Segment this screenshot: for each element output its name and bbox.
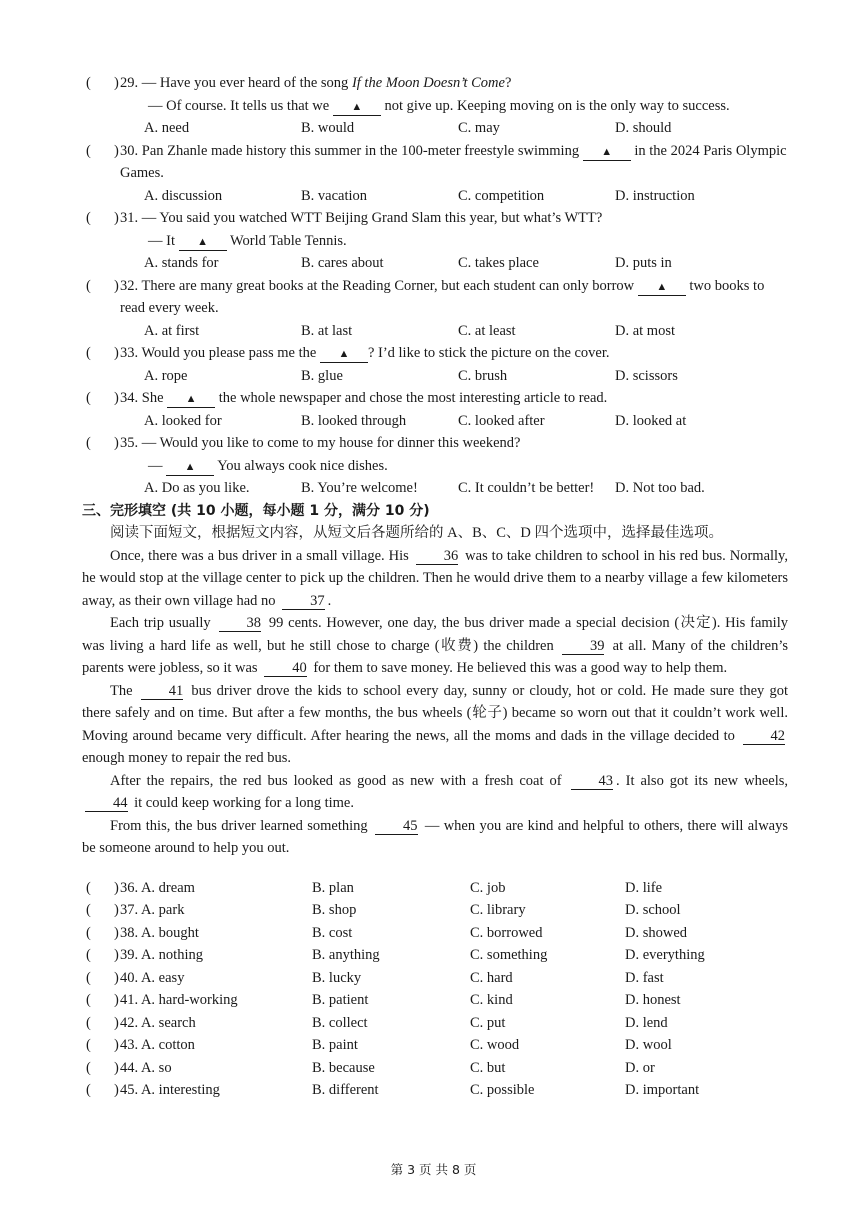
question-text-segment: — You said you watched WTT Beijing Grand Slam this year, but what’s WTT? [141,210,603,226]
cloze-option-c[interactable]: C. something [470,947,548,963]
right-paren: ) [114,390,119,406]
question-number: 31. [120,210,142,226]
answer-option[interactable]: A. discussion [144,187,223,204]
left-paren: ( [86,992,91,1008]
question-text-segment: ? I’d like to stick the picture on the cover. [367,345,610,361]
answer-option[interactable]: D. instruction [615,187,695,204]
cloze-option-a[interactable] [120,1012,312,1035]
left-paren: ( [86,142,91,159]
cloze-blank: 38 [219,615,262,632]
left-paren: ( [86,345,91,361]
cloze-option-c[interactable]: C. put [470,1014,506,1031]
cloze-option-row [82,1079,788,1102]
cloze-option-c[interactable]: C. library [470,902,526,918]
cloze-option-d[interactable]: D. or [625,1059,655,1076]
passage-text: at all. Many of the children’s parents were jobless, so it was [82,637,788,676]
cloze-option-d[interactable]: D. showed [625,924,688,941]
cloze-blank: 41 [141,683,184,700]
question-text-segment: There are many great books at the Reading Corner, but each student can only borrow [141,277,638,294]
option-text: A. cotton [140,1037,195,1053]
cloze-option-c[interactable]: C. wood [470,1037,520,1053]
question-number: 33. [120,345,142,361]
question-text [120,342,788,365]
question-text-segment: — [148,457,167,474]
question-text-segment: Would you please pass me the [141,345,320,361]
option-text: A. park [140,902,185,918]
passage-text: Once, there was a bus driver in a small village. His [110,547,413,564]
cloze-option-a[interactable] [120,967,312,990]
cloze-option-row [82,1034,788,1057]
answer-option[interactable]: C. It couldn’t be better! [458,480,595,496]
triangle-marker-icon: ▲ [351,100,363,113]
answer-option[interactable]: B. vacation [301,187,368,204]
option-text: A. dream [140,879,195,896]
right-paren: ) [114,969,119,986]
cloze-option-b[interactable]: B. collect [312,1014,368,1031]
left-paren: ( [86,879,91,896]
answer-option[interactable]: C. competition [458,187,545,204]
cloze-option-c[interactable]: C. borrowed [470,924,543,941]
answer-options [120,410,788,433]
cloze-option-b[interactable]: B. because [312,1059,375,1076]
question-number: 37. [120,902,141,918]
answer-options [120,117,788,140]
cloze-option-d[interactable]: D. wool [625,1037,672,1053]
question-number: 44. [120,1059,141,1076]
answer-option[interactable]: D. at most [615,322,676,339]
left-paren: ( [86,902,91,918]
question-text-segment: — Of course. It tells us that we [148,97,333,114]
cloze-option-c[interactable]: C. job [470,879,506,896]
cloze-option-row [82,967,788,990]
question-text-segment: in the 2024 Paris Olympic Games. [120,142,787,181]
cloze-blank: 39 [562,638,605,655]
question-item [82,342,788,387]
question-item [82,72,788,140]
cloze-options-table [82,877,788,1102]
left-paren: ( [86,1059,91,1076]
question-text-segment: She [141,390,168,406]
answer-blank [333,98,381,116]
question-text-segment: Pan Zhanle made history this summer in the 100-meter freestyle swimming [141,142,583,159]
cloze-option-b[interactable]: B. lucky [312,969,362,986]
right-paren: ) [114,1059,119,1076]
passage-paragraph [82,770,788,815]
cloze-option-d[interactable]: D. everything [625,947,705,963]
answer-option[interactable]: C. takes place [458,255,539,271]
answer-option[interactable]: A. stands for [144,255,219,271]
left-paren: ( [86,390,91,406]
answer-options [120,477,788,500]
question-item [82,275,788,343]
answer-option[interactable]: A. Do as you like. [144,480,250,496]
cloze-blank: 36 [416,548,459,565]
cloze-option-row [82,922,788,945]
question-item [82,432,788,500]
question-number: 39. [120,947,141,963]
answer-option[interactable]: D. puts in [615,255,672,271]
question-item [82,140,788,208]
cloze-option-a[interactable] [120,877,312,900]
cloze-option-b[interactable]: B. anything [312,947,380,963]
passage-text: . [327,592,332,609]
triangle-marker-icon: ▲ [184,460,196,473]
question-text [120,230,788,253]
answer-options [120,365,788,388]
cloze-option-a[interactable] [120,922,312,945]
right-paren: ) [114,992,119,1008]
cloze-option-b[interactable]: B. paint [312,1037,358,1053]
left-paren: ( [86,1082,91,1098]
answer-blank [167,390,215,408]
cloze-option-a[interactable] [120,1079,312,1102]
question-item [82,387,788,432]
answer-option[interactable]: D. Not too bad. [615,480,705,496]
question-text-segment: — It [148,232,179,249]
question-text-segment: — Have you ever heard of the song [141,75,352,91]
option-text: A. easy [140,969,185,986]
left-paren: ( [86,435,91,451]
right-paren: ) [114,345,119,361]
option-text: A. hard-working [140,992,238,1008]
triangle-marker-icon: ▲ [338,348,350,360]
question-text-segment: World Table Tennis. [226,232,347,249]
right-paren: ) [114,947,119,963]
left-paren: ( [86,277,91,294]
passage-text: was to take children to school in his red bus. Normally, he would stop at the village center to pick up the children. Then he would drive them to a nearby village a few kilometers away, as their own village had no [82,547,788,609]
passage-paragraph [82,680,788,770]
answer-option[interactable]: B. looked through [301,412,407,429]
cloze-option-row [82,1057,788,1080]
option-text: A. interesting [140,1082,220,1098]
cloze-option-d[interactable]: D. school [625,902,681,918]
cloze-option-a[interactable] [120,1057,312,1080]
answer-option[interactable]: A. rope [144,367,188,384]
question-text [120,432,788,455]
right-paren: ) [114,879,119,896]
right-paren: ) [114,142,119,159]
answer-option[interactable]: C. at least [458,322,516,339]
right-paren: ) [114,75,119,91]
answer-option[interactable]: A. looked for [144,412,222,429]
cloze-blank: 44 [85,795,128,812]
question-text [120,275,788,320]
passage-text: bus driver drove the kids to school every day, sunny or cloudy, hot or cold. He made sure they got there safely and on time. But after a few months, the bus wheels (轮子) became so worn out that it couldn’t work well. Moving around became very difficult. After hearing the news, all the moms and dads in the village decided to [82,682,788,744]
cloze-blank: 42 [743,728,786,745]
question-text [120,387,788,410]
cloze-option-d[interactable]: D. honest [625,992,681,1008]
triangle-marker-icon: ▲ [656,280,668,293]
cloze-blank: 45 [375,818,418,835]
passage-text: From this, the bus driver learned something [110,817,373,834]
section-instruction: 阅读下面短文，根据短文内容，从短文后各题所给的 A、B、C、D 四个选项中，选择最佳选项。 [110,525,724,541]
answer-blank [320,345,368,363]
question-number: 36. [120,879,141,896]
question-text-segment: — Would you like to come to my house for dinner this weekend? [141,435,521,451]
answer-options [120,185,788,208]
passage-text: 99 cents. However, one day, the bus driver made a special decision (决定). His family was living a hard life as well, but he still chose to charge (收费) the children [82,615,788,654]
question-text [120,207,788,230]
right-paren: ) [114,1082,119,1098]
passage-text: it could keep working for a long time. [130,795,354,811]
cloze-option-row [82,899,788,922]
answer-blank [583,143,631,161]
left-paren: ( [86,947,91,963]
passage-text: enough money to repair the red bus. [82,750,291,766]
answer-option[interactable]: C. looked after [458,412,545,429]
cloze-option-c[interactable]: C. hard [470,969,513,986]
option-text: A. nothing [140,947,203,963]
triangle-marker-icon: ▲ [185,393,197,405]
passage-paragraph [82,815,788,860]
cloze-option-a[interactable] [120,1034,312,1057]
question-number: 43. [120,1037,141,1053]
right-paren: ) [114,435,119,451]
cloze-option-a[interactable] [120,899,312,922]
answer-option[interactable]: B. cares about [301,255,384,271]
answer-option[interactable]: D. should [615,120,672,136]
right-paren: ) [114,902,119,918]
answer-option[interactable]: B. glue [301,367,343,384]
question-text-segment: the whole newspaper and chose the most interesting article to read. [215,390,608,406]
question-text [120,455,788,478]
cloze-blank: 40 [264,660,307,677]
answer-option[interactable]: B. would [301,120,355,136]
cloze-option-b[interactable]: B. shop [312,902,357,918]
passage-text: The [110,682,138,699]
question-text-segment: two books to read every week. [120,277,765,316]
question-text-segment: ? [504,75,512,91]
answer-option[interactable]: D. looked at [615,412,687,429]
answer-option[interactable]: B. at last [301,322,353,339]
answer-options [120,252,788,275]
answer-option[interactable]: C. brush [458,367,508,384]
answer-option[interactable]: D. scissors [615,367,678,384]
cloze-option-c[interactable]: C. kind [470,992,513,1008]
passage-text: Each trip usually [110,615,216,631]
answer-option[interactable]: B. You’re welcome! [301,480,418,496]
question-text [120,95,788,118]
question-number: 32. [120,277,142,294]
cloze-option-row [82,989,788,1012]
cloze-option-row [82,877,788,900]
answer-blank [179,233,227,251]
cloze-blank: 43 [571,773,614,790]
cloze-blank: 37 [282,593,325,610]
cloze-passage [82,545,788,860]
passage-text: . It also got its new wheels, [616,772,788,789]
left-paren: ( [86,1014,91,1031]
left-paren: ( [86,924,91,941]
cloze-option-row [82,944,788,967]
question-number: 41. [120,992,141,1008]
answer-option[interactable]: A. need [144,120,190,136]
question-text [120,72,788,95]
question-number: 29. [120,75,142,91]
cloze-option-d[interactable]: D. life [625,879,663,896]
right-paren: ) [114,277,119,294]
question-text-segment: You always cook nice dishes. [214,457,388,474]
cloze-option-b[interactable]: B. plan [312,879,354,896]
passage-text: After the repairs, the red bus looked as good as new with a fresh coat of [110,772,568,789]
right-paren: ) [114,924,119,941]
cloze-option-b[interactable]: B. patient [312,992,369,1008]
cloze-option-c[interactable]: C. but [470,1059,506,1076]
cloze-option-b[interactable]: B. cost [312,924,353,941]
question-number: 45. [120,1082,141,1098]
passage-text: — when you are kind and helpful to others, there will always be someone around to help you out. [82,817,788,856]
cloze-option-d[interactable]: D. important [625,1082,700,1098]
passage-paragraph [82,545,788,613]
question-text [120,140,788,185]
question-item [82,207,788,275]
right-paren: ) [114,210,119,226]
triangle-marker-icon: ▲ [601,145,613,158]
question-number: 38. [120,924,141,941]
page-footer: 第 3 页 共 8 页 [390,1162,477,1177]
left-paren: ( [86,1037,91,1053]
question-number: 35. [120,435,142,451]
cloze-option-d[interactable]: D. lend [625,1014,668,1031]
passage-text: for them to save money. He believed this was a good way to help them. [309,660,728,676]
cloze-option-a[interactable] [120,989,312,1012]
option-text: A. bought [140,924,199,941]
right-paren: ) [114,1037,119,1053]
answer-blank [166,458,214,476]
multiple-choice-section [82,72,788,500]
answer-option[interactable]: C. may [458,120,500,136]
left-paren: ( [86,75,91,91]
option-text: A. search [140,1014,196,1031]
answer-blank [638,278,686,296]
cloze-option-b[interactable]: B. different [312,1082,379,1098]
cloze-option-d[interactable]: D. fast [625,969,664,986]
cloze-option-c[interactable]: C. possible [470,1082,535,1098]
question-number: 40. [120,969,141,986]
question-number: 34. [120,390,142,406]
passage-paragraph [82,612,788,680]
question-number: 30. [120,142,142,159]
question-text-segment: not give up. Keeping moving on is the only way to success. [380,97,730,114]
answer-options [120,320,788,343]
left-paren: ( [86,210,91,226]
question-number: 42. [120,1014,141,1031]
right-paren: ) [114,1014,119,1031]
triangle-marker-icon: ▲ [197,235,209,248]
left-paren: ( [86,969,91,986]
cloze-option-row [82,1012,788,1035]
section-title: 三、完形填空 (共 10 小题，每小题 1 分，满分 10 分) [82,502,430,519]
page-content [82,72,788,1102]
song-title: If the Moon Doesn’t Come [351,75,505,91]
answer-option[interactable]: A. at first [144,322,200,339]
option-text: A. so [140,1059,172,1076]
cloze-option-a[interactable] [120,944,312,967]
